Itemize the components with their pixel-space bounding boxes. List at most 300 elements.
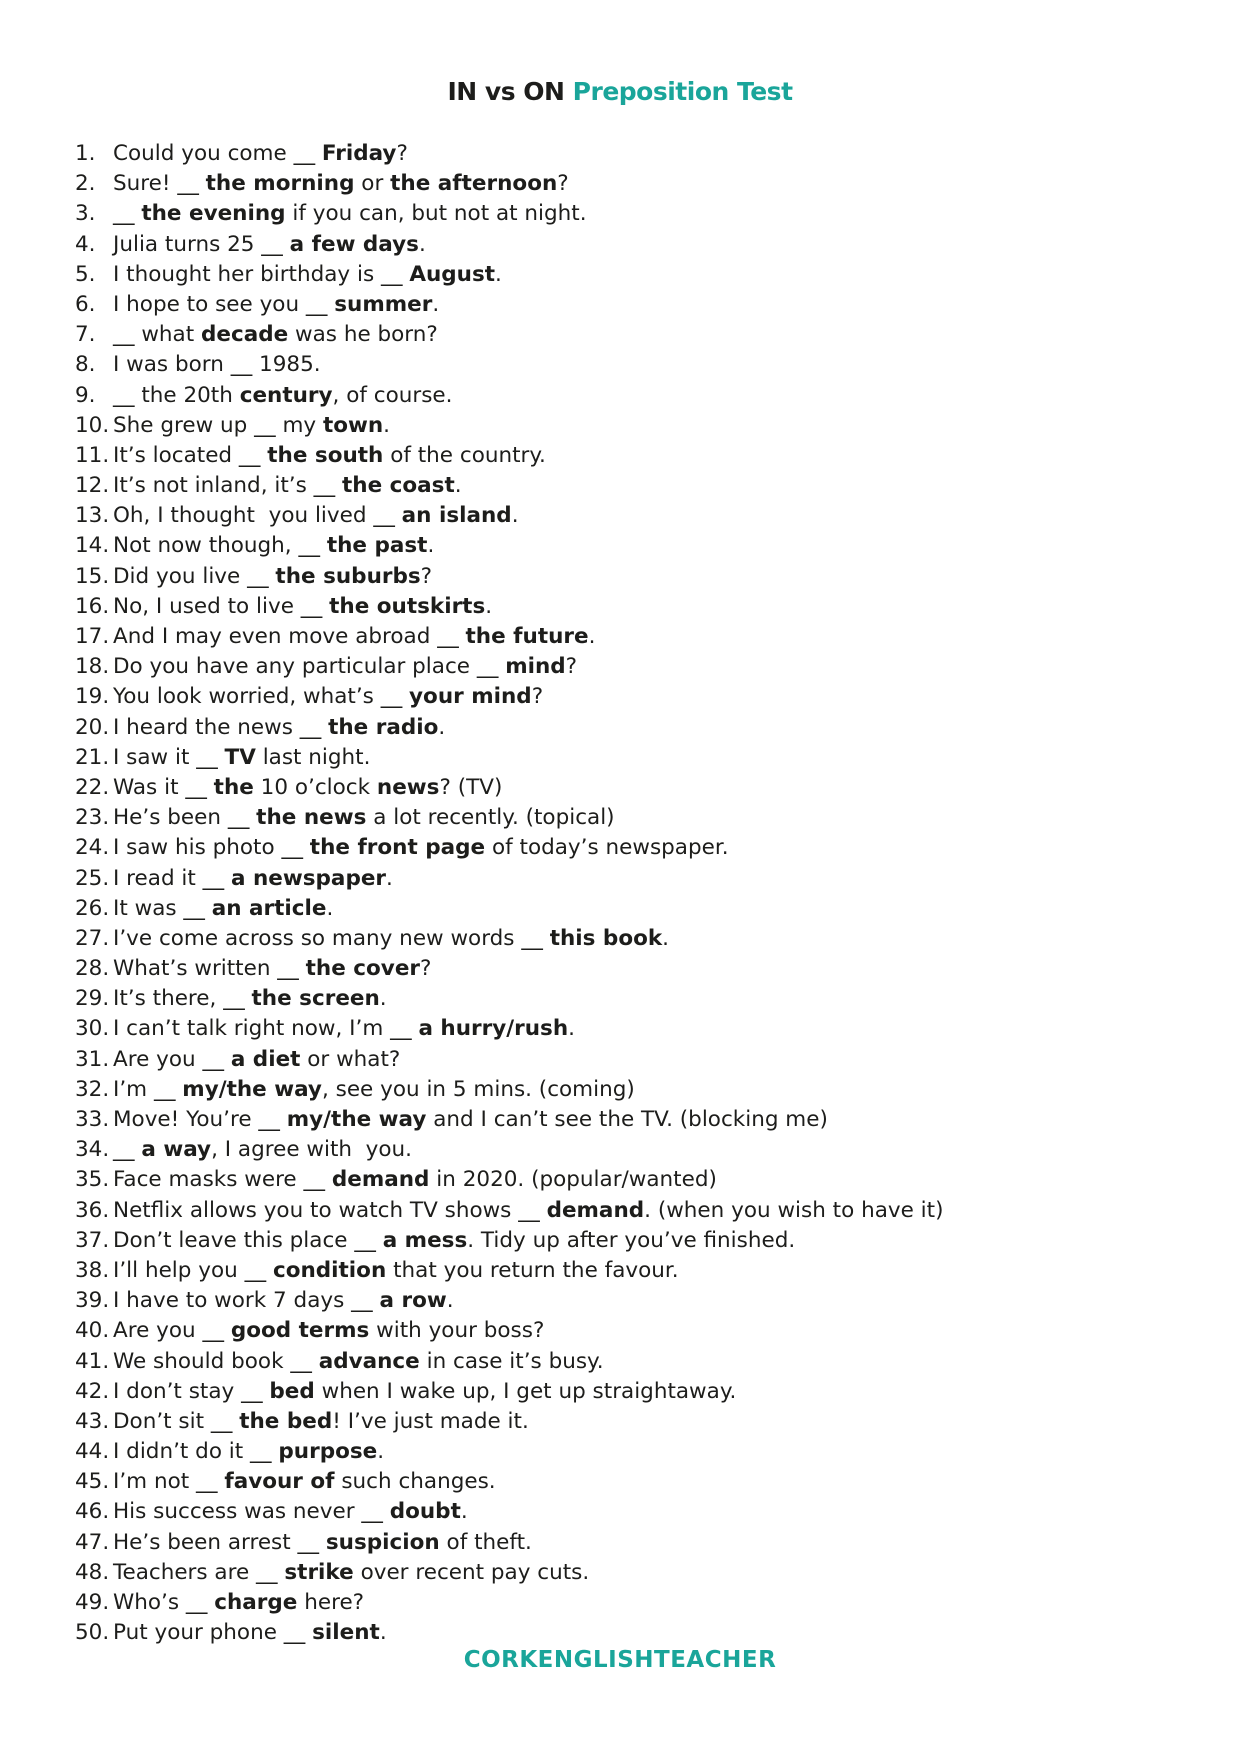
question-number: 50. [75,1620,110,1646]
question-number: 1. [75,141,96,166]
question-text [113,652,577,682]
question-item [75,1618,943,1648]
question-fragment: I’m not __ [113,1469,225,1495]
question-item [75,1528,943,1558]
question-fragment: . Tidy up after you’ve finished. [467,1227,796,1253]
question-item [75,1316,943,1346]
question-text [113,1256,679,1286]
footer-brand: CORKENGLISHTEACHER [463,1647,777,1673]
question-item [75,1407,943,1437]
question-number: 48. [75,1559,110,1585]
question-text [113,1407,529,1437]
question-fragment: We should book __ [113,1348,319,1374]
question-item [75,501,943,531]
question-fragment: last night. [255,744,371,770]
question-text [113,441,546,471]
question-number: 5. [75,261,96,287]
question-number: 36. [75,1197,110,1223]
question-keyword: century [239,382,333,408]
question-fragment: I saw it __ [113,744,225,770]
question-list [75,139,943,1648]
question-keyword: a mess [382,1227,468,1253]
question-number: 12. [75,473,110,499]
question-keyword: a hurry/rush [418,1016,569,1042]
question-item [75,1286,943,1316]
question-fragment: Don’t sit __ [113,1408,240,1434]
question-keyword: favour of [224,1469,335,1495]
question-number: 17. [75,624,110,649]
question-number: 42. [75,1378,110,1404]
title-preposition-test: Preposition Test [572,77,793,106]
question-keyword: mind [505,654,566,680]
question-fragment: . [427,533,435,559]
question-keyword: strike [284,1559,354,1585]
question-number: 44. [75,1439,110,1465]
question-fragment: Do you have any particular place __ [113,654,506,680]
question-fragment: I’ve come across so many new words __ [113,925,550,951]
question-text [113,350,321,380]
question-fragment: It was __ [113,895,212,921]
question-keyword: advance [318,1348,420,1374]
question-fragment: that you return the favour. [386,1257,679,1283]
question-keyword: doubt [389,1499,461,1525]
question-fragment: . [568,1016,575,1042]
question-keyword: decade [200,322,289,348]
question-text [113,894,333,924]
question-fragment: __ the 20th [113,382,240,408]
question-item [75,1135,943,1165]
question-fragment: . [379,1620,387,1646]
question-fragment: 10 o’clock [253,774,377,800]
question-item [75,773,943,803]
question-number: 41. [75,1348,110,1374]
question-fragment: I thought her birthday is __ [113,261,410,287]
question-text [113,562,432,592]
question-text [113,1377,736,1407]
question-text [113,1588,364,1618]
question-number: 35. [75,1167,110,1193]
question-fragment: if you can, but not at night. [285,201,587,227]
question-text [113,1528,532,1558]
question-fragment: . [454,473,462,499]
question-text [113,320,438,350]
question-fragment: He’s been arrest __ [113,1529,326,1555]
question-fragment: . [662,925,669,951]
question-number: 14. [75,533,110,559]
question-item [75,290,943,320]
question-text [113,1467,496,1497]
question-number: 15. [75,563,110,589]
question-number: 28. [75,956,110,982]
question-fragment: or what? [300,1046,401,1072]
question-item [75,350,943,380]
question-item [75,1014,943,1044]
question-fragment: ? [396,141,408,166]
question-fragment: Julia turns 25 __ [113,231,290,257]
question-fragment: I have to work 7 days __ [113,1288,380,1314]
question-text [113,1196,943,1226]
question-fragment: was he born? [288,322,438,348]
question-number: 8. [75,352,96,378]
question-fragment: . [432,291,440,317]
question-fragment: His success was never __ [113,1499,390,1525]
question-fragment: __ what [113,322,201,348]
question-text [113,1558,589,1588]
question-keyword: bed [269,1378,315,1404]
question-number: 31. [75,1046,110,1072]
question-item [75,924,943,954]
question-text [113,622,595,652]
question-fragment: ? [531,684,544,710]
question-keyword: a few days [289,231,419,257]
question-keyword: the news [256,805,367,831]
question-text [113,1165,717,1195]
question-fragment: , of course. [332,382,453,408]
question-keyword: TV [224,744,256,770]
question-number: 16. [75,593,110,619]
question-item [75,1588,943,1618]
question-number: 9. [75,382,96,408]
question-text [113,1347,604,1377]
question-item [75,531,943,561]
question-text [113,139,408,169]
question-text [113,773,502,803]
question-keyword: the screen [251,986,380,1012]
question-keyword: an article [211,895,327,921]
question-item [75,441,943,471]
question-fragment: . [379,986,387,1012]
question-fragment: Could you come __ [113,141,322,166]
question-text [113,1045,400,1075]
question-fragment: . [588,624,596,649]
question-text [113,411,390,441]
question-item [75,713,943,743]
question-fragment: Not now though, __ [113,533,327,559]
question-keyword: my/the way [182,1076,322,1102]
question-keyword: suspicion [325,1529,440,1555]
page-title [0,76,1240,108]
question-number: 23. [75,805,110,831]
question-item [75,954,943,984]
question-fragment: I was born __ 1985. [113,352,321,378]
question-text [113,1226,795,1256]
question-fragment: She grew up __ my [113,412,323,438]
question-fragment: It’s there, __ [113,986,252,1012]
question-fragment: I saw his photo __ [113,835,310,861]
question-keyword: Friday [321,141,397,166]
question-keyword: town [322,412,384,438]
question-fragment: Are you __ [113,1318,231,1344]
question-keyword: the [213,774,254,800]
question-fragment: Face masks were __ [113,1167,332,1193]
question-text [113,1105,828,1135]
question-fragment: ? [565,654,578,680]
question-fragment: I hope to see you __ [113,291,335,317]
question-text [113,1618,387,1648]
question-fragment: Sure! __ [113,171,206,197]
question-fragment: Who’s __ [113,1590,215,1615]
question-number: 4. [75,231,96,257]
question-keyword: the front page [309,835,486,861]
question-text [113,954,431,984]
question-number: 37. [75,1227,110,1253]
question-fragment: of today’s newspaper. [485,835,729,861]
question-fragment: I didn’t do it __ [113,1439,279,1465]
question-fragment: such changes. [334,1469,496,1495]
question-fragment: in 2020. (popular/wanted) [429,1167,717,1193]
question-keyword: demand [546,1197,645,1223]
question-text [113,833,729,863]
question-number: 39. [75,1288,110,1314]
question-item [75,1075,943,1105]
question-item [75,411,943,441]
question-fragment: . [495,261,502,287]
question-text [113,260,502,290]
question-number: 43. [75,1408,110,1434]
question-number: 38. [75,1257,110,1283]
question-text [113,531,434,561]
question-fragment: Oh, I thought you lived __ [113,503,402,529]
question-number: 10. [75,412,110,438]
question-text [113,713,445,743]
question-keyword: condition [272,1257,387,1283]
question-keyword: a newspaper [231,865,387,891]
question-item [75,230,943,260]
question-number: 25. [75,865,110,891]
question-keyword: the bed [239,1408,333,1434]
question-keyword: charge [214,1590,298,1615]
question-item [75,139,943,169]
question-number: 34. [75,1137,110,1163]
question-number: 46. [75,1499,110,1525]
question-text [113,1075,635,1105]
question-number: 29. [75,986,110,1012]
question-text [113,682,543,712]
question-fragment: I don’t stay __ [113,1378,270,1404]
question-fragment: ? [420,956,432,982]
question-fragment: ! I’ve just made it. [332,1408,529,1434]
question-fragment: , see you in 5 mins. (coming) [321,1076,635,1102]
question-keyword: demand [331,1167,430,1193]
question-fragment: . [511,503,519,529]
question-text [113,1497,468,1527]
question-number: 49. [75,1590,110,1615]
question-keyword: silent [312,1620,380,1646]
question-fragment: It’s not inland, it’s __ [113,473,342,499]
question-text [113,1437,384,1467]
question-number: 24. [75,835,110,861]
question-item [75,803,943,833]
question-number: 40. [75,1318,110,1344]
question-fragment: here? [297,1590,365,1615]
question-text [113,169,569,199]
question-item [75,1256,943,1286]
question-keyword: good terms [230,1318,370,1344]
question-fragment: . [383,412,391,438]
question-keyword: your mind [409,684,532,710]
question-fragment: And I may even move abroad __ [113,624,466,649]
question-text [113,1014,575,1044]
question-keyword: the evening [141,201,286,227]
question-fragment: Netflix allows you to watch TV shows __ [113,1197,547,1223]
question-fragment: ? [557,171,569,197]
question-fragment: Was it __ [113,774,214,800]
question-text [113,471,462,501]
question-number: 3. [75,201,96,227]
question-number: 32. [75,1076,110,1102]
question-text [113,1286,454,1316]
question-fragment: . [485,593,493,619]
question-fragment: I can’t talk right now, I’m __ [113,1016,419,1042]
question-number: 33. [75,1107,110,1132]
question-text [113,984,387,1014]
question-keyword: a way [141,1137,212,1163]
question-number: 22. [75,774,110,800]
question-fragment: with your boss? [369,1318,545,1344]
question-fragment: Don’t leave this place __ [113,1227,383,1253]
question-fragment: . [446,1288,454,1314]
question-keyword: purpose [278,1439,378,1465]
question-fragment: I’ll help you __ [113,1257,273,1283]
question-number: 45. [75,1469,110,1495]
question-fragment: . [438,714,446,740]
question-number: 18. [75,654,110,680]
question-item [75,833,943,863]
question-fragment: I heard the news __ [113,714,329,740]
question-item [75,1165,943,1195]
question-item [75,1105,943,1135]
question-text [113,381,452,411]
question-number: 19. [75,684,110,710]
question-keyword: the radio [328,714,439,740]
question-item [75,320,943,350]
question-item [75,471,943,501]
question-number: 13. [75,503,110,529]
question-fragment: __ [113,201,142,227]
question-keyword: the afternoon [390,171,558,197]
question-number: 2. [75,171,96,197]
question-fragment: ? (TV) [439,774,503,800]
question-text [113,230,426,260]
question-fragment: and I can’t see the TV. (blocking me) [426,1107,828,1132]
question-item [75,1347,943,1377]
question-item [75,1196,943,1226]
question-text [113,1135,412,1165]
question-keyword: the past [326,533,428,559]
question-number: 20. [75,714,110,740]
question-item [75,260,943,290]
question-number: 6. [75,291,96,317]
question-keyword: the cover [305,956,421,982]
question-fragment: No, I used to live __ [113,593,330,619]
question-fragment: of theft. [439,1529,532,1555]
title-in-vs-on: IN vs ON [447,77,565,106]
question-keyword: an island [401,503,512,529]
question-keyword: the south [267,442,384,468]
question-text [113,501,519,531]
question-item [75,1558,943,1588]
question-item [75,1437,943,1467]
question-item [75,984,943,1014]
question-text [113,924,669,954]
question-fragment: . (when you wish to have it) [644,1197,944,1223]
question-number: 47. [75,1529,110,1555]
question-item [75,1226,943,1256]
question-keyword: the future [465,624,589,649]
question-item [75,169,943,199]
question-number: 30. [75,1016,110,1042]
question-item [75,199,943,229]
question-fragment: ? [420,563,433,589]
question-item [75,381,943,411]
question-number: 27. [75,925,110,951]
question-fragment: . [418,231,426,257]
question-keyword: the coast [341,473,455,499]
question-number: 7. [75,322,96,348]
question-fragment: I read it __ [113,865,231,891]
question-keyword: a diet [230,1046,301,1072]
question-item [75,652,943,682]
question-fragment: or [354,171,391,197]
question-item [75,864,943,894]
question-text [113,199,587,229]
question-fragment: Move! You’re __ [113,1107,287,1132]
question-fragment: He’s been __ [113,805,257,831]
question-fragment: Teachers are __ [113,1559,285,1585]
question-keyword: a row [379,1288,447,1314]
question-fragment: You look worried, what’s __ [113,684,410,710]
question-fragment: . [460,1499,468,1525]
question-fragment: a lot recently. (topical) [366,805,615,831]
question-fragment: of the country. [383,442,546,468]
question-text [113,864,393,894]
question-fragment: . [377,1439,385,1465]
question-keyword: the morning [205,171,355,197]
question-item [75,562,943,592]
question-keyword: this book [549,925,663,951]
question-fragment: I’m __ [113,1076,183,1102]
question-keyword: news [376,774,440,800]
question-keyword: my/the way [286,1107,427,1132]
question-item [75,592,943,622]
question-item [75,894,943,924]
question-fragment: . [326,895,334,921]
question-item [75,743,943,773]
question-item [75,1467,943,1497]
question-number: 11. [75,442,110,468]
question-item [75,1377,943,1407]
question-text [113,743,370,773]
question-text [113,803,615,833]
question-text [113,592,492,622]
question-number: 26. [75,895,110,921]
question-fragment: Did you live __ [113,563,276,589]
question-fragment: when I wake up, I get up straightaway. [314,1378,737,1404]
question-keyword: the suburbs [275,563,421,589]
question-item [75,682,943,712]
question-fragment: Are you __ [113,1046,231,1072]
question-keyword: summer [334,291,433,317]
question-fragment: Put your phone __ [113,1620,313,1646]
question-item [75,622,943,652]
question-text [113,1316,544,1346]
question-item [75,1497,943,1527]
question-fragment: in case it’s busy. [419,1348,604,1374]
question-keyword: the outskirts [329,593,486,619]
question-fragment: __ [113,1137,142,1163]
question-fragment: over recent pay cuts. [353,1559,590,1585]
question-fragment: , I agree with you. [211,1137,413,1163]
